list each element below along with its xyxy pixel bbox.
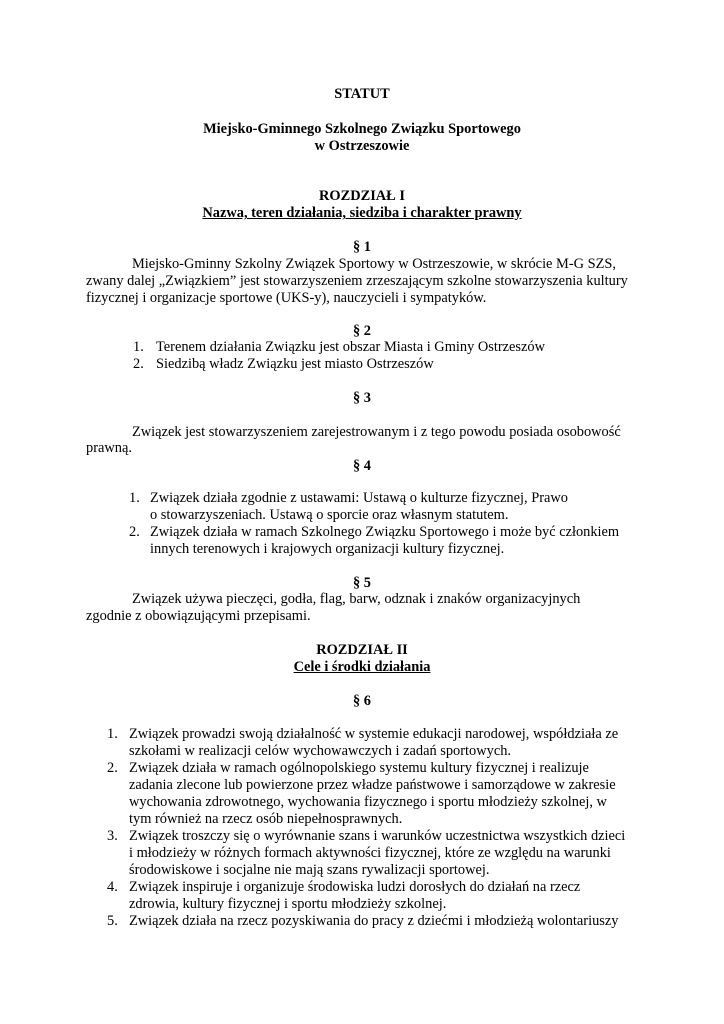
list-item-number: 1. bbox=[107, 726, 118, 742]
section-2-mark: § 2 bbox=[353, 323, 371, 339]
list-item-number: 3. bbox=[107, 828, 118, 844]
list-item-number: 1. bbox=[133, 339, 144, 355]
document-title: STATUT bbox=[334, 86, 390, 102]
section-5-line-2: zgodnie z obowiązującymi przepisami. bbox=[86, 608, 311, 624]
chapter-1-subheading: Nazwa, teren działania, siedziba i charakter prawny bbox=[202, 205, 522, 221]
list-item-number: 1. bbox=[129, 490, 140, 506]
list-item-text: innych terenowych i krajowych organizacji kultury fizycznej. bbox=[150, 541, 505, 557]
chapter-1-heading: ROZDZIAŁ I bbox=[319, 188, 405, 204]
section-5-mark: § 5 bbox=[353, 575, 371, 591]
list-item-number: 2. bbox=[129, 524, 140, 540]
list-item-number: 4. bbox=[107, 879, 118, 895]
list-item-text: Związek prowadzi swoją działalność w systemie edukacji narodowej, współdziała ze bbox=[129, 726, 619, 742]
list-item-number: 2. bbox=[107, 760, 118, 776]
section-3-mark: § 3 bbox=[353, 390, 371, 406]
list-item-text: Związek działa w ramach ogólnopolskiego systemu kultury fizycznej i realizuje bbox=[129, 760, 589, 776]
section-1-line-2: zwany dalej „Związkiem” jest stowarzyszeniem zrzeszającym szkolne stowarzyszenia kultury bbox=[86, 273, 628, 289]
section-1-mark: § 1 bbox=[353, 239, 371, 255]
chapter-2-subheading: Cele i środki działania bbox=[293, 659, 431, 675]
list-item-text: Związek troszczy się o wyrównanie szans i warunków uczestnictwa wszystkich dzieci bbox=[129, 828, 626, 844]
list-item-text: Siedzibą władz Związku jest miasto Ostrzeszów bbox=[156, 356, 434, 372]
list-item-text: Terenem działania Związku jest obszar Miasta i Gminy Ostrzeszów bbox=[156, 339, 546, 355]
list-item-text: Związek działa w ramach Szkolnego Związku Sportowego i może być członkiem bbox=[150, 524, 620, 540]
list-item-text: Związek działa na rzecz pozyskiwania do pracy z dziećmi i młodzieżą wolontariuszy bbox=[129, 913, 619, 929]
list-item-number: 2. bbox=[133, 356, 144, 372]
list-item-text: Związek inspiruje i organizuje środowiska ludzi dorosłych do działań na rzecz bbox=[129, 879, 581, 895]
list-item-text: Związek działa zgodnie z ustawami: Ustawą o kulturze fizycznej, Prawo bbox=[150, 490, 568, 506]
list-item-text: zdrowia, kultury fizycznej i sportu młodzieży szkolnej. bbox=[129, 896, 447, 912]
section-4-mark: § 4 bbox=[353, 458, 371, 474]
section-3-line-2: prawną. bbox=[86, 440, 132, 456]
chapter-2-heading: ROZDZIAŁ II bbox=[316, 642, 408, 658]
section-3-line-1: Związek jest stowarzyszeniem zarejestrowanym i z tego powodu posiada osobowość bbox=[132, 424, 621, 440]
list-item-text: tym również na rzecz osób niepełnosprawnych. bbox=[129, 811, 403, 827]
list-item-text: o stowarzyszeniach. Ustawą o sporcie oraz własnym statutem. bbox=[150, 507, 509, 523]
section-6-mark: § 6 bbox=[353, 693, 371, 709]
list-item-text: środowiskowe i socjalne nie mają szans rywalizacji sportowej. bbox=[129, 862, 490, 878]
list-item-text: i młodzieży w różnych formach aktywności fizycznej, które ze względu na warunki bbox=[129, 845, 611, 861]
section-5-line-1: Związek używa pieczęci, godła, flag, barw, odznak i znaków organizacyjnych bbox=[132, 591, 581, 607]
section-1-line-3: fizycznej i organizacje sportowe (UKS-y), nauczycieli i sympatyków. bbox=[86, 290, 487, 306]
document-subtitle-line-2: w Ostrzeszowie bbox=[314, 138, 410, 154]
document-subtitle-line-1: Miejsko-Gminnego Szkolnego Związku Sportowego bbox=[203, 121, 521, 137]
section-1-line-1: Miejsko-Gminny Szkolny Związek Sportowy w Ostrzeszowie, w skrócie M-G SZS, bbox=[132, 256, 617, 272]
list-item-text: wychowania zdrowotnego, wychowania fizycznego i sportu młodzieży szkolnej, w bbox=[129, 794, 607, 810]
list-item-text: szkołami w realizacji celów wychowawczych i zadań sportowych. bbox=[129, 743, 511, 759]
list-item-text: zadania zlecone lub powierzone przez władze państwowe i samorządowe w zakresie bbox=[129, 777, 616, 793]
list-item-number: 5. bbox=[107, 913, 118, 929]
